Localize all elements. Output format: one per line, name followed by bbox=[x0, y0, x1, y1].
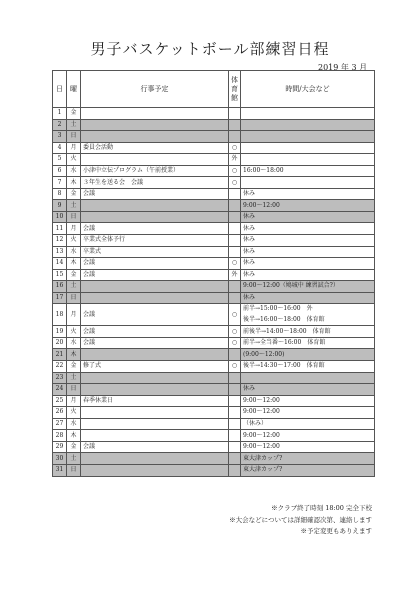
event-cell bbox=[81, 200, 229, 212]
weekday-cell: 火 bbox=[67, 407, 81, 419]
time-cell: 9:00～12:00 bbox=[241, 430, 375, 442]
gym-cell bbox=[229, 395, 241, 407]
day-cell: 24 bbox=[53, 384, 67, 396]
event-cell: 委員会活動 bbox=[81, 142, 229, 154]
gym-cell: 外 bbox=[229, 154, 241, 166]
time-cell: 9:00～12:00 bbox=[241, 200, 375, 212]
weekday-cell: 金 bbox=[67, 441, 81, 453]
day-cell: 7 bbox=[53, 177, 67, 189]
event-cell bbox=[81, 131, 229, 143]
event-cell: 会議 bbox=[81, 223, 229, 235]
day-cell: 15 bbox=[53, 269, 67, 281]
time-cell: 休み bbox=[241, 269, 375, 281]
time-cell bbox=[241, 131, 375, 143]
table-header-row bbox=[53, 71, 375, 108]
gym-cell bbox=[229, 119, 241, 131]
time-cell: （休み） bbox=[241, 418, 375, 430]
header-gym bbox=[229, 71, 241, 108]
note-line: ※大会などについては詳細確認次第、連絡します bbox=[229, 515, 372, 524]
gym-cell bbox=[229, 441, 241, 453]
day-cell: 14 bbox=[53, 258, 67, 270]
day-cell: 12 bbox=[53, 235, 67, 247]
day-cell: 26 bbox=[53, 407, 67, 419]
table-row bbox=[53, 108, 375, 120]
time-cell: 前後半→14:00～18:00 体育館 bbox=[241, 326, 375, 338]
gym-cell: ○ bbox=[229, 142, 241, 154]
time-cell: 休み bbox=[241, 235, 375, 247]
time-cell: 後半→14:30～17:00 体育館 bbox=[241, 361, 375, 373]
time-cell: 休み bbox=[241, 384, 375, 396]
table-row bbox=[53, 337, 375, 349]
time-cell: 16:00～18:00 bbox=[241, 165, 375, 177]
weekday-cell: 金 bbox=[67, 361, 81, 373]
day-cell: 27 bbox=[53, 418, 67, 430]
time-cell bbox=[241, 154, 375, 166]
time-cell: 東大津カップ? bbox=[241, 464, 375, 476]
table-row bbox=[53, 464, 375, 476]
weekday-cell: 水 bbox=[67, 165, 81, 177]
weekday-cell: 月 bbox=[67, 304, 81, 326]
day-cell: 25 bbox=[53, 395, 67, 407]
gym-cell bbox=[229, 281, 241, 293]
weekday-cell: 木 bbox=[67, 258, 81, 270]
event-cell bbox=[81, 418, 229, 430]
day-cell: 3 bbox=[53, 131, 67, 143]
day-cell: 10 bbox=[53, 211, 67, 223]
event-cell: 会議 bbox=[81, 269, 229, 281]
table-row bbox=[53, 372, 375, 384]
time-cell: 東大津カップ? bbox=[241, 453, 375, 465]
table-row bbox=[53, 269, 375, 281]
weekday-cell: 木 bbox=[67, 177, 81, 189]
gym-cell bbox=[229, 188, 241, 200]
event-cell bbox=[81, 464, 229, 476]
gym-cell bbox=[229, 200, 241, 212]
gym-cell bbox=[229, 131, 241, 143]
gym-cell: ○ bbox=[229, 258, 241, 270]
table-row bbox=[53, 165, 375, 177]
weekday-cell: 日 bbox=[67, 292, 81, 304]
weekday-cell: 木 bbox=[67, 430, 81, 442]
event-cell: 会議 bbox=[81, 326, 229, 338]
table-row bbox=[53, 131, 375, 143]
weekday-cell: 月 bbox=[67, 223, 81, 235]
schedule-date: 2019 年 3 月 bbox=[318, 63, 368, 72]
table-row bbox=[53, 349, 375, 361]
header-time: 時間/大会など bbox=[241, 71, 375, 108]
table-row bbox=[53, 223, 375, 235]
weekday-cell: 日 bbox=[67, 131, 81, 143]
weekday-cell: 火 bbox=[67, 235, 81, 247]
event-cell bbox=[81, 211, 229, 223]
table-row bbox=[53, 304, 375, 326]
day-cell: 5 bbox=[53, 154, 67, 166]
time-cell bbox=[241, 119, 375, 131]
day-cell: 29 bbox=[53, 441, 67, 453]
weekday-cell: 土 bbox=[67, 281, 81, 293]
gym-cell bbox=[229, 430, 241, 442]
event-cell: 会議 bbox=[81, 304, 229, 326]
table-row bbox=[53, 326, 375, 338]
day-cell: 2 bbox=[53, 119, 67, 131]
weekday-cell: 月 bbox=[67, 142, 81, 154]
header-gym-char: 体 bbox=[231, 75, 238, 84]
weekday-cell: 水 bbox=[67, 337, 81, 349]
gym-cell bbox=[229, 246, 241, 258]
time-cell: 休み bbox=[241, 223, 375, 235]
weekday-cell: 土 bbox=[67, 372, 81, 384]
gym-cell: ○ bbox=[229, 361, 241, 373]
header-day: 日 bbox=[53, 71, 67, 108]
event-cell bbox=[81, 407, 229, 419]
table-row bbox=[53, 258, 375, 270]
weekday-cell: 金 bbox=[67, 108, 81, 120]
gym-cell: 外 bbox=[229, 269, 241, 281]
event-cell bbox=[81, 119, 229, 131]
day-cell: 17 bbox=[53, 292, 67, 304]
day-cell: 31 bbox=[53, 464, 67, 476]
gym-cell bbox=[229, 464, 241, 476]
time-cell: 9:00～12:00 bbox=[241, 441, 375, 453]
time-cell: 9:00～12:00 bbox=[241, 407, 375, 419]
table-row bbox=[53, 235, 375, 247]
time-cell: (9:00～12:00) bbox=[241, 349, 375, 361]
table-row bbox=[53, 142, 375, 154]
time-cell: 9:00～12:00 bbox=[241, 395, 375, 407]
table-row bbox=[53, 430, 375, 442]
weekday-cell: 日 bbox=[67, 211, 81, 223]
event-cell bbox=[81, 384, 229, 396]
time-cell: 休み bbox=[241, 211, 375, 223]
event-cell: ３年生を送る会 会議 bbox=[81, 177, 229, 189]
day-cell: 8 bbox=[53, 188, 67, 200]
event-cell: 会議 bbox=[81, 258, 229, 270]
event-cell bbox=[81, 349, 229, 361]
weekday-cell: 金 bbox=[67, 269, 81, 281]
time-line: 前半→15:00～16:00 外 bbox=[243, 305, 313, 313]
time-cell bbox=[241, 108, 375, 120]
day-cell: 30 bbox=[53, 453, 67, 465]
time-line: 後半→16:00～18:00 体育館 bbox=[243, 315, 325, 323]
header-event: 行事予定 bbox=[81, 71, 229, 108]
event-cell bbox=[81, 453, 229, 465]
time-cell bbox=[241, 142, 375, 154]
day-cell: 4 bbox=[53, 142, 67, 154]
weekday-cell: 土 bbox=[67, 200, 81, 212]
gym-cell: ○ bbox=[229, 337, 241, 349]
table-row bbox=[53, 384, 375, 396]
time-cell: 9:00～12:00（鳩城中 練習試合?） bbox=[241, 281, 375, 293]
gym-cell bbox=[229, 372, 241, 384]
day-cell: 16 bbox=[53, 281, 67, 293]
gym-cell bbox=[229, 407, 241, 419]
weekday-cell: 土 bbox=[67, 453, 81, 465]
gym-cell: ○ bbox=[229, 326, 241, 338]
gym-cell bbox=[229, 235, 241, 247]
day-cell: 28 bbox=[53, 430, 67, 442]
event-cell: 小津中立伝プログラム（午前授業） bbox=[81, 165, 229, 177]
table-row bbox=[53, 211, 375, 223]
time-cell bbox=[241, 304, 375, 326]
day-cell: 11 bbox=[53, 223, 67, 235]
time-cell bbox=[241, 372, 375, 384]
event-cell bbox=[81, 154, 229, 166]
header-weekday: 曜 bbox=[67, 71, 81, 108]
table-row bbox=[53, 154, 375, 166]
note-line: ※クラブ終了時刻 18:00 完全下校 bbox=[271, 504, 372, 512]
day-cell: 21 bbox=[53, 349, 67, 361]
day-cell: 23 bbox=[53, 372, 67, 384]
gym-cell: ○ bbox=[229, 165, 241, 177]
weekday-cell: 月 bbox=[67, 395, 81, 407]
table-row bbox=[53, 281, 375, 293]
day-cell: 19 bbox=[53, 326, 67, 338]
gym-cell: ○ bbox=[229, 177, 241, 189]
weekday-cell: 火 bbox=[67, 154, 81, 166]
weekday-cell: 日 bbox=[67, 384, 81, 396]
day-cell: 1 bbox=[53, 108, 67, 120]
event-cell: 修了式 bbox=[81, 361, 229, 373]
event-cell: 卒業式 bbox=[81, 246, 229, 258]
event-cell bbox=[81, 292, 229, 304]
event-cell bbox=[81, 281, 229, 293]
table-row bbox=[53, 453, 375, 465]
table-row bbox=[53, 119, 375, 131]
time-cell: 休み bbox=[241, 188, 375, 200]
table-row bbox=[53, 441, 375, 453]
time-cell bbox=[241, 177, 375, 189]
time-cell: 休み bbox=[241, 246, 375, 258]
schedule-table bbox=[52, 70, 375, 477]
header-gym-char: 育 bbox=[231, 84, 238, 93]
day-cell: 13 bbox=[53, 246, 67, 258]
gym-cell bbox=[229, 223, 241, 235]
day-cell: 9 bbox=[53, 200, 67, 212]
gym-cell bbox=[229, 211, 241, 223]
event-cell bbox=[81, 372, 229, 384]
table-row bbox=[53, 418, 375, 430]
weekday-cell: 水 bbox=[67, 246, 81, 258]
weekday-cell: 木 bbox=[67, 349, 81, 361]
gym-cell: ○ bbox=[229, 304, 241, 326]
notes bbox=[229, 503, 372, 538]
table-row bbox=[53, 361, 375, 373]
note-line: ※予定変更もありえます bbox=[300, 527, 372, 535]
event-cell bbox=[81, 108, 229, 120]
gym-cell bbox=[229, 384, 241, 396]
table-row bbox=[53, 246, 375, 258]
weekday-cell: 水 bbox=[67, 418, 81, 430]
day-cell: 20 bbox=[53, 337, 67, 349]
time-cell: 前半→全当番～16:00 体育館 bbox=[241, 337, 375, 349]
day-cell: 6 bbox=[53, 165, 67, 177]
gym-cell bbox=[229, 453, 241, 465]
weekday-cell: 日 bbox=[67, 464, 81, 476]
gym-cell bbox=[229, 108, 241, 120]
header-gym-char: 館 bbox=[231, 93, 238, 102]
event-cell: 春季休業日 bbox=[81, 395, 229, 407]
time-cell: 休み bbox=[241, 258, 375, 270]
weekday-cell: 金 bbox=[67, 188, 81, 200]
gym-cell bbox=[229, 292, 241, 304]
day-cell: 22 bbox=[53, 361, 67, 373]
time-cell: 休み bbox=[241, 292, 375, 304]
schedule-body bbox=[53, 108, 375, 477]
table-row bbox=[53, 188, 375, 200]
gym-cell bbox=[229, 418, 241, 430]
event-cell: 会議 bbox=[81, 337, 229, 349]
page-title: 男子バスケットボール部練習日程 bbox=[90, 40, 330, 58]
weekday-cell: 火 bbox=[67, 326, 81, 338]
table-row bbox=[53, 177, 375, 189]
weekday-cell: 土 bbox=[67, 119, 81, 131]
event-cell: 卒業式全体予行 bbox=[81, 235, 229, 247]
event-cell: 会議 bbox=[81, 441, 229, 453]
gym-cell bbox=[229, 349, 241, 361]
event-cell bbox=[81, 430, 229, 442]
event-cell: 会議 bbox=[81, 188, 229, 200]
table-row bbox=[53, 292, 375, 304]
table-row bbox=[53, 200, 375, 212]
table-row bbox=[53, 395, 375, 407]
day-cell: 18 bbox=[53, 304, 67, 326]
table-row bbox=[53, 407, 375, 419]
